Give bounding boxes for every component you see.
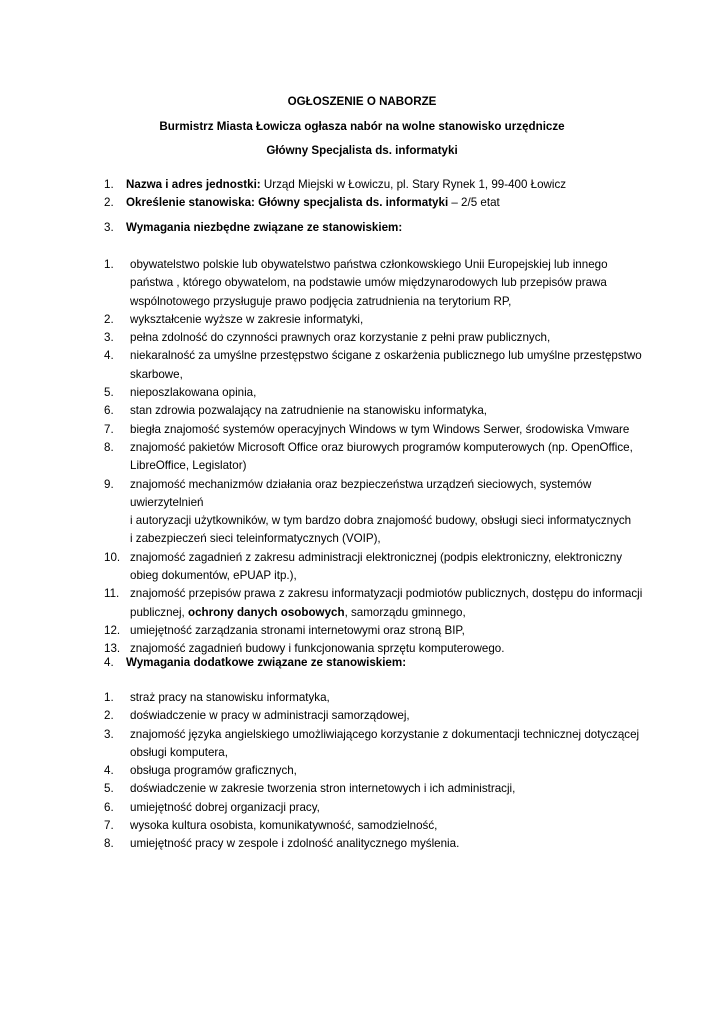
- list-item: [104, 622, 649, 640]
- list-item: [104, 384, 649, 402]
- item-number: 11.: [104, 587, 120, 601]
- item-text: wykształcenie wyższe w zakresie informatyki,: [130, 312, 364, 326]
- item-number: 5.: [104, 386, 114, 400]
- item-number: 7.: [104, 819, 114, 833]
- item-text: umiejętność zarządzania stronami internetowymi oraz stroną BIP,: [130, 623, 465, 637]
- list-item: [104, 421, 649, 439]
- section-label: Nazwa i adres jednostki:: [126, 178, 261, 191]
- list-item: [104, 799, 649, 817]
- item-text: biegła znajomość systemów operacyjnych Windows w tym Windows Serwer, środowiska Vmware: [130, 422, 630, 436]
- list-item: [104, 835, 649, 853]
- item-number: 7.: [104, 422, 114, 436]
- item-text: , samorządu gminnego,: [344, 605, 466, 619]
- list-item: [104, 762, 649, 780]
- item-number: 8.: [104, 837, 114, 851]
- section-value: – 2/5 etat: [448, 196, 500, 209]
- item-number: 6.: [104, 800, 114, 814]
- item-number: 8.: [104, 440, 114, 454]
- item-number: 6.: [104, 404, 114, 418]
- item-text: znajomość przepisów prawa z zakresu informatyzacji podmiotów publicznych, dostępu do informacji publicznej,: [130, 587, 643, 619]
- item-number: 4.: [104, 764, 114, 778]
- item-text: doświadczenie w zakresie tworzenia stron internetowych i ich administracji,: [130, 782, 516, 796]
- section-number: 3.: [104, 221, 114, 234]
- section-required-heading: [104, 221, 402, 234]
- section-label: Wymagania niezbędne związane ze stanowiskiem:: [126, 221, 403, 234]
- list-item: [104, 585, 649, 622]
- item-text: obywatelstwo polskie lub obywatelstwo państwa członkowskiego Unii Europejskiej lub innego państwa , którego obywatelom, na podstawie umów międzynarodowych lub przepisów prawa wspólnotowego przysługuje prawo podjęcia zatrudnienia na terytorium RP,: [130, 258, 608, 308]
- list-item: [104, 549, 649, 586]
- item-number: 3.: [104, 727, 114, 741]
- section-additional-heading: [104, 656, 406, 669]
- list-item: [104, 347, 649, 384]
- section-unit-name: [104, 178, 566, 191]
- document-title: OGŁOSZENIE O NABORZE: [287, 95, 437, 108]
- item-text-line: znajomość mechanizmów działania oraz bezpieczeństwa urządzeń sieciowych, systemów uwierzytelnień: [130, 477, 592, 509]
- item-number: 13.: [104, 642, 121, 656]
- item-text: pełna zdolność do czynności prawnych oraz korzystanie z pełni praw publicznych,: [130, 331, 551, 345]
- section-label: Określenie stanowiska: Główny specjalista ds. informatyki: [126, 196, 449, 209]
- item-text: wysoka kultura osobista, komunikatywność, samodzielność,: [130, 819, 438, 833]
- list-item: [104, 817, 649, 835]
- item-text: obsługa programów graficznych,: [130, 764, 297, 778]
- list-item: [104, 439, 649, 476]
- section-number: 1.: [104, 178, 114, 191]
- list-item: [104, 726, 649, 763]
- additional-list: [104, 689, 649, 854]
- list-item: [104, 402, 649, 420]
- item-number: 5.: [104, 782, 114, 796]
- item-number: 4.: [104, 349, 114, 363]
- item-text: umiejętność dobrej organizacji pracy,: [130, 800, 320, 814]
- item-number: 1.: [104, 691, 114, 704]
- item-text: znajomość języka angielskiego umożliwiającego korzystanie z dokumentacji technicznej dotyczącej obsługi komputera,: [130, 727, 640, 759]
- item-number: 2.: [104, 709, 114, 723]
- item-text: doświadczenie w pracy w administracji samorządowej,: [130, 709, 410, 723]
- list-item: [104, 780, 649, 798]
- list-item: [104, 256, 649, 311]
- item-text: umiejętność pracy w zespole i zdolność analitycznego myślenia.: [130, 837, 460, 851]
- section-number: 4.: [104, 656, 114, 669]
- section-label: Wymagania dodatkowe związane ze stanowiskiem:: [126, 656, 407, 669]
- section-number: 2.: [104, 196, 114, 209]
- list-item: [104, 329, 649, 347]
- item-text: straż pracy na stanowisku informatyka,: [130, 691, 330, 704]
- item-text: stan zdrowia pozwalający na zatrudnienie na stanowisku informatyka,: [130, 404, 488, 418]
- item-text-line: i autoryzacji użytkowników, w tym bardzo dobra znajomość budowy, obsługi sieci informatycznych: [130, 514, 632, 528]
- list-item: [104, 689, 649, 707]
- item-text: znajomość zagadnień z zakresu administracji elektronicznej (podpis elektroniczny, elektroniczny obieg dokumentów, ePUAP itp.),: [130, 550, 623, 583]
- position-title: Główny Specjalista ds. informatyki: [266, 144, 458, 157]
- list-item: [104, 311, 649, 329]
- item-number: 9.: [104, 477, 114, 491]
- section-value: Urząd Miejski w Łowiczu, pl. Stary Rynek 1, 99-400 Łowicz: [260, 178, 567, 191]
- list-item: [104, 707, 649, 725]
- item-number: 10.: [104, 550, 121, 564]
- required-list: [104, 256, 649, 659]
- item-number: 2.: [104, 312, 114, 326]
- document-subtitle: Burmistrz Miasta Łowicza ogłasza nabór na wolne stanowisko urzędnicze: [159, 120, 565, 133]
- item-number: 12.: [104, 623, 121, 637]
- item-number: 1.: [104, 258, 114, 271]
- list-item: [104, 476, 649, 549]
- item-text: znajomość zagadnień budowy i funkcjonowania sprzętu komputerowego.: [130, 642, 505, 656]
- item-text-bold: ochrony danych osobowych: [188, 605, 345, 619]
- section-position: [104, 196, 500, 209]
- item-text-line: i zabezpieczeń sieci teleinformatycznych (VOIP),: [130, 532, 381, 546]
- item-number: 3.: [104, 331, 114, 345]
- item-text: niekaralność za umyślne przestępstwo ścigane z oskarżenia publicznego lub umyślne przestępstwo skarbowe,: [130, 349, 642, 381]
- item-text: nieposzlakowana opinia,: [130, 386, 257, 400]
- item-text: znajomość pakietów Microsoft Office oraz biurowych programów komputerowych (np. OpenOffice, LibreOffice, Legislator): [130, 440, 633, 473]
